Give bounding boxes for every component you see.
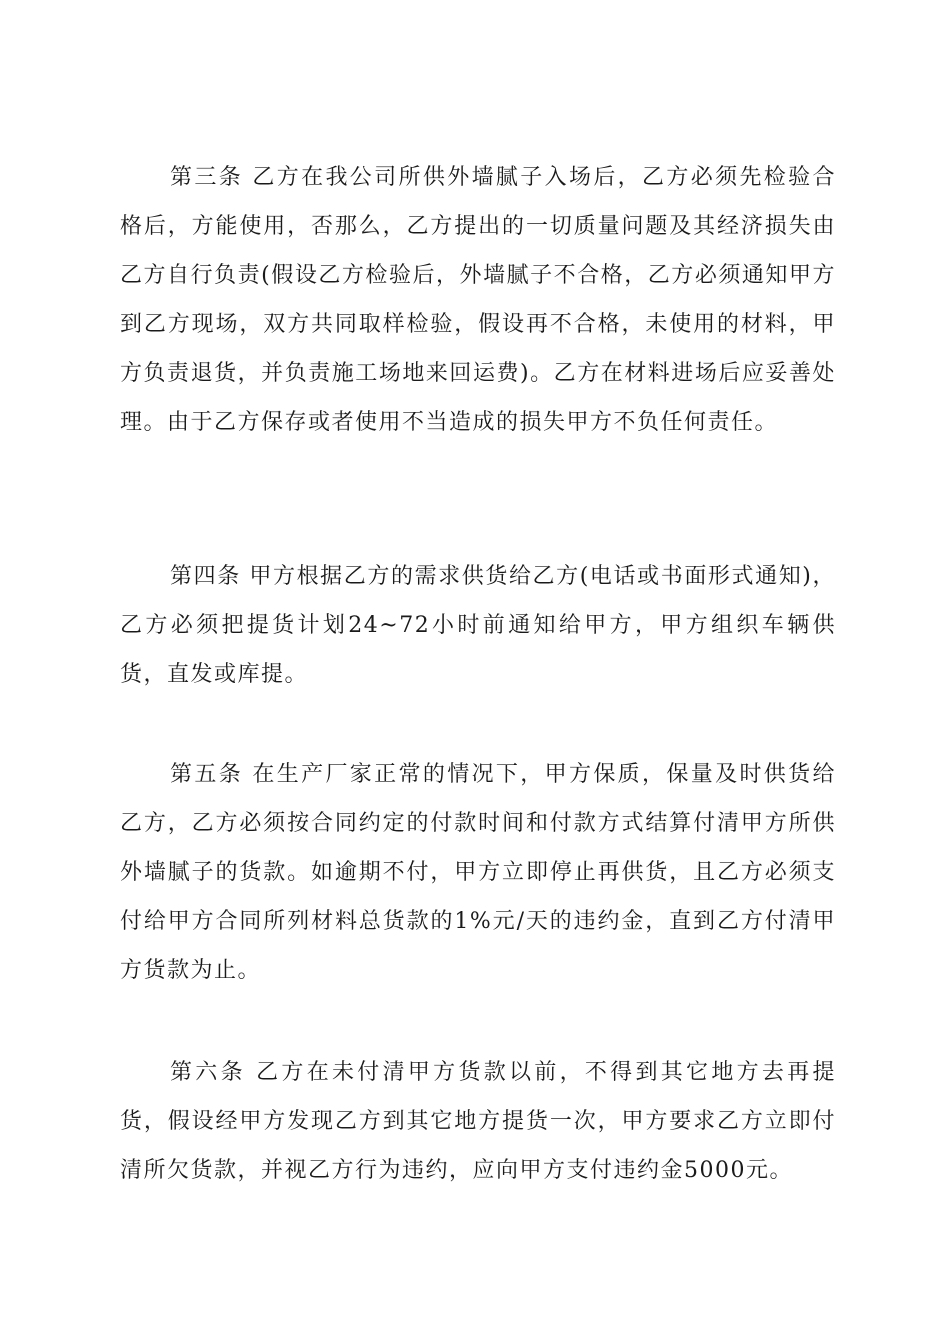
clause-3-paragraph: 第三条 乙方在我公司所供外墙腻子入场后，乙方必须先检验合格后，方能使用，否那么，乙方提出的一切质量问题及其经济损失由乙方自行负责(假设乙方检验后，外墙腻子不合格，乙方必须通知甲方到乙方现场，双方共同取样检验，假设再不合格，未使用的材料，甲方负责退货，并负责施工场地来回运费)。乙方在材料进场后应妥善处理。由于乙方保存或者使用不当造成的损失甲方不负任何责任。 [120, 165, 836, 435]
clause-6-paragraph: 第六条 乙方在未付清甲方货款以前，不得到其它地方去再提货，假设经甲方发现乙方到其它地方提货一次，甲方要求乙方立即付清所欠货款，并视乙方行为违约，应向甲方支付违约金5000元。 [120, 1060, 836, 1183]
clause-4-paragraph: 第四条 甲方根据乙方的需求供货给乙方(电话或书面形式通知)，乙方必须把提货计划24~72小时前通知给甲方，甲方组织车辆供货，直发或库提。 [120, 564, 836, 687]
clause-5-paragraph: 第五条 在生产厂家正常的情况下，甲方保质，保量及时供货给乙方，乙方必须按合同约定的付款时间和付款方式结算付清甲方所供外墙腻子的货款。如逾期不付，甲方立即停止再供货，且乙方必须支付给甲方合同所列材料总货款的1%元/天的违约金，直到乙方付清甲方货款为止。 [120, 762, 836, 983]
